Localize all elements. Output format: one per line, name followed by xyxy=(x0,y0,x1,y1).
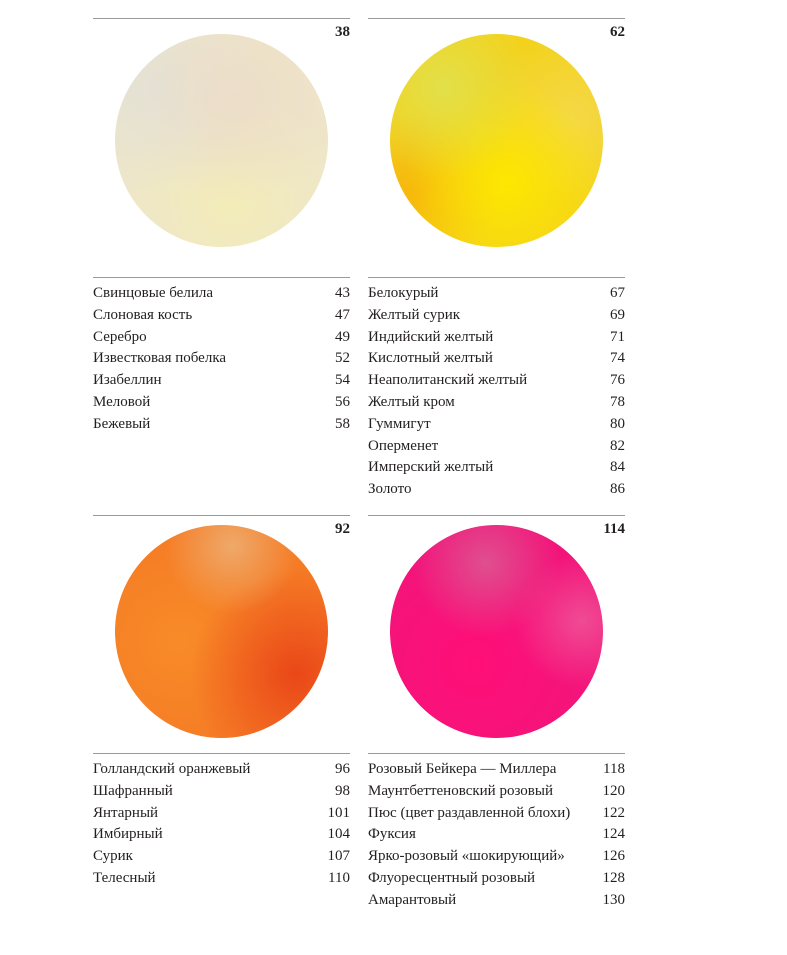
item-name: Ярко-розовый «шокирующий» xyxy=(368,848,565,865)
list-item xyxy=(93,781,350,803)
section-rule xyxy=(93,515,350,516)
list-item xyxy=(368,803,625,825)
section-page-number: 114 xyxy=(603,521,625,537)
item-name: Шафранный xyxy=(93,782,173,799)
list-item xyxy=(368,890,625,912)
list-item xyxy=(368,868,625,890)
color-list xyxy=(368,759,625,912)
item-page: 122 xyxy=(602,804,625,821)
item-page: 110 xyxy=(328,869,350,886)
section-page-number: 92 xyxy=(335,521,350,537)
item-page: 128 xyxy=(602,869,625,886)
item-page: 126 xyxy=(602,848,625,865)
color-list xyxy=(368,283,625,501)
item-page: 120 xyxy=(602,782,625,799)
list-rule xyxy=(368,753,625,754)
item-page: 56 xyxy=(335,393,350,410)
item-name: Белокурый xyxy=(368,285,439,301)
section-rule xyxy=(93,18,350,19)
color-list xyxy=(93,283,350,436)
item-page: 43 xyxy=(335,285,350,301)
list-item xyxy=(93,824,350,846)
item-page: 96 xyxy=(335,761,350,777)
item-name: Оперменет xyxy=(368,437,439,454)
item-name: Изабеллин xyxy=(93,372,162,389)
item-page: 52 xyxy=(335,350,350,367)
list-rule xyxy=(368,277,625,278)
list-item xyxy=(368,436,625,458)
item-name: Меловой xyxy=(93,393,151,410)
item-name: Кислотный желтый xyxy=(368,350,493,367)
list-item xyxy=(93,327,350,349)
list-item xyxy=(93,759,350,781)
item-page: 76 xyxy=(610,372,625,389)
list-item xyxy=(368,392,625,414)
item-name: Имперский желтый xyxy=(368,459,494,476)
item-name: Розовый Бейкера — Миллера xyxy=(368,761,557,777)
color-list xyxy=(93,759,350,890)
item-name: Сурик xyxy=(93,848,133,865)
list-item xyxy=(93,803,350,825)
item-page: 58 xyxy=(335,415,350,432)
item-name: Телесный xyxy=(93,869,156,886)
item-name: Голландский оранжевый xyxy=(93,761,251,777)
item-name: Индийский желтый xyxy=(368,328,494,345)
item-page: 86 xyxy=(610,481,625,498)
item-name: Слоновая кость xyxy=(93,306,193,323)
item-page: 54 xyxy=(335,372,350,389)
list-item xyxy=(93,305,350,327)
item-page: 104 xyxy=(327,826,350,843)
list-item xyxy=(368,781,625,803)
color-swatch xyxy=(390,525,603,738)
item-name: Пюс (цвет раздавленной блохи) xyxy=(368,804,571,821)
item-page: 71 xyxy=(610,328,625,345)
item-name: Известковая побелка xyxy=(93,350,227,367)
color-swatch xyxy=(390,34,603,247)
list-item xyxy=(93,868,350,890)
list-item xyxy=(368,824,625,846)
item-page: 78 xyxy=(610,393,625,410)
list-item xyxy=(93,392,350,414)
item-name: Гуммигут xyxy=(368,415,431,432)
list-rule xyxy=(93,277,350,278)
list-item xyxy=(368,283,625,305)
item-page: 69 xyxy=(610,306,625,323)
list-item xyxy=(368,370,625,392)
item-name: Неаполитанский желтый xyxy=(368,372,528,389)
item-name: Янтарный xyxy=(93,804,159,821)
item-page: 101 xyxy=(327,804,350,821)
list-item xyxy=(93,283,350,305)
list-item xyxy=(368,479,625,501)
section-page-number: 62 xyxy=(610,24,625,40)
item-page: 80 xyxy=(610,415,625,432)
item-page: 82 xyxy=(610,437,625,454)
section-rule xyxy=(368,18,625,19)
item-page: 124 xyxy=(602,826,625,843)
item-name: Желтый сурик xyxy=(368,306,461,323)
list-item xyxy=(93,348,350,370)
list-item xyxy=(368,457,625,479)
item-name: Серебро xyxy=(93,328,147,345)
item-page: 49 xyxy=(335,328,350,345)
item-name: Желтый кром xyxy=(368,393,455,410)
list-item xyxy=(93,414,350,436)
section-rule xyxy=(368,515,625,516)
item-name: Маунтбеттеновский розовый xyxy=(368,782,553,799)
item-page: 67 xyxy=(610,285,625,301)
color-swatch xyxy=(115,34,328,247)
list-item xyxy=(368,759,625,781)
list-item xyxy=(93,370,350,392)
item-name: Бежевый xyxy=(93,415,151,432)
item-page: 98 xyxy=(335,782,350,799)
item-name: Золото xyxy=(368,481,412,498)
list-item xyxy=(93,846,350,868)
section-page-number: 38 xyxy=(335,24,350,40)
list-item xyxy=(368,305,625,327)
list-item xyxy=(368,327,625,349)
list-item xyxy=(368,348,625,370)
list-item xyxy=(368,846,625,868)
item-page: 84 xyxy=(610,459,625,476)
item-page: 118 xyxy=(603,761,625,777)
item-name: Флуоресцентный розовый xyxy=(368,869,536,886)
item-name: Фуксия xyxy=(368,826,416,843)
item-page: 47 xyxy=(335,306,350,323)
item-name: Имбирный xyxy=(93,826,163,843)
item-page: 130 xyxy=(602,891,625,908)
list-item xyxy=(368,414,625,436)
list-rule xyxy=(93,753,350,754)
item-page: 107 xyxy=(327,848,350,865)
item-name: Свинцовые белила xyxy=(93,285,213,301)
item-page: 74 xyxy=(610,350,625,367)
color-swatch xyxy=(115,525,328,738)
item-name: Амарантовый xyxy=(368,891,457,908)
